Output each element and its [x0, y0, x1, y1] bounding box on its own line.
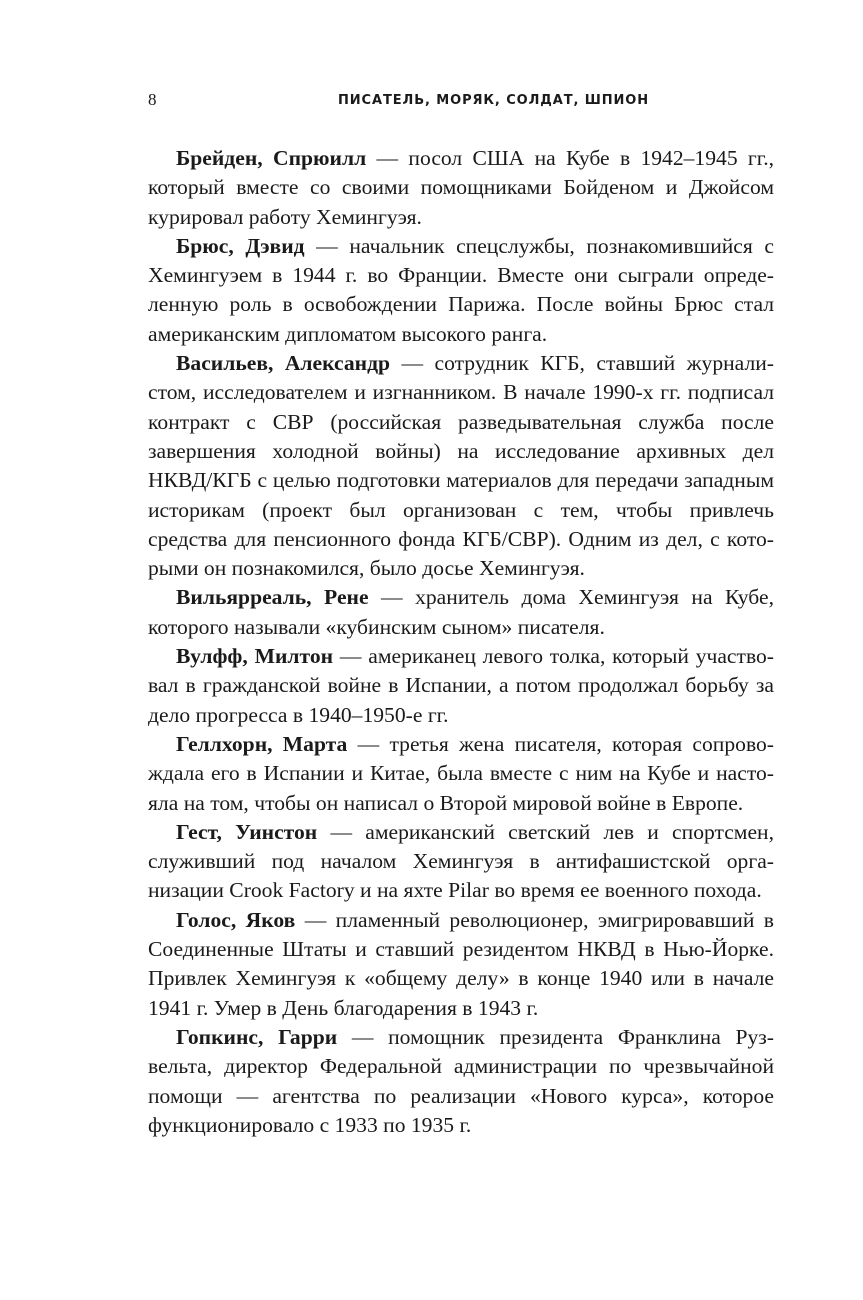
- running-header: [148, 90, 774, 114]
- entry-text: — американский светский лев и спортсмен, служивший под началом Хемингуэя в антифашистской организации Crook Factory и на яхте Pilar во время ее военного похода.: [148, 819, 774, 903]
- entry-text: — посол США на Кубе в 1942–1945 гг., который вместе со своими помощниками Бойденом и Джойсом курировал работу Хемингуэя.: [148, 146, 775, 229]
- running-title: ПИСАТЕЛЬ, МОРЯК, СОЛДАТ, ШПИОН: [338, 93, 650, 108]
- entry-text: — американец левого толка, который участвовал в гражданской войне в Испании, а потом продолжал борьбу за дело прогресса в 1940–1950-е гг.: [148, 644, 774, 727]
- entry-term: Гест, Уинстон: [176, 819, 318, 844]
- entry-braden: [148, 144, 774, 232]
- entry-term: Брюс, Дэвид: [176, 233, 305, 258]
- entry-wolff: [148, 642, 774, 730]
- entry-hopkins: [148, 1023, 774, 1140]
- entry-guest: [148, 818, 774, 906]
- page-number: 8: [148, 90, 157, 109]
- entry-text: — пламенный революционер, эмигрировавший в Соединенные Штаты и ставший резидентом НКВД в Нью-Йорке. Привлек Хемингуэя к «общему делу» в конце 1940 или в начале 1941 г. Умер в День благодарения в 1943 г.: [148, 907, 774, 1020]
- entry-text: — третья жена писателя, которая сопровождала его в Испании и Китае, была вместе с ним на Кубе и настояла на том, чтобы он написал о Второй мировой войне в Европе.: [148, 731, 774, 815]
- entry-term: Голос, Яков: [176, 907, 296, 932]
- entry-text: — хранитель дома Хемингуэя на Кубе, которого называли «кубинским сыном» писателя.: [148, 585, 774, 639]
- entry-term: Гопкинс, Гарри: [176, 1024, 338, 1049]
- entry-villarreal: [148, 583, 774, 642]
- glossary-entries: [148, 144, 774, 1140]
- entry-gellhorn: [148, 730, 774, 818]
- entry-term: Васильев, Александр: [176, 351, 391, 376]
- entry-golos: [148, 906, 774, 1023]
- entry-term: Геллхорн, Марта: [176, 731, 348, 756]
- entry-text: — помощник президента Франклина Рузвельта, директор Федеральной администрации по чрезвычайной помощи — агентства по реализации «Нового курса», которое функционировало с 1933 по 1935 г.: [148, 1024, 774, 1137]
- entry-vassiliev: [148, 349, 774, 583]
- entry-term: Вильярреаль, Рене: [176, 585, 369, 610]
- entry-term: Брейден, Спрюилл: [176, 146, 367, 170]
- entry-bruce: [148, 232, 774, 349]
- entry-term: Вулфф, Милтон: [176, 644, 334, 669]
- entry-text: — сотрудник КГБ, ставший журналистом, исследователем и изгнанником. В начале 1990-х гг. подписал контракт с СВР (российская разведывательная служба после завершения холодной войны) на исследование архивных дел НКВД/КГБ с целью подготовки материалов для передачи западным историкам (проект был организован с тем, чтобы привлечь средства для пенсионного фонда КГБ/СВР). Одним из дел, с которыми он познакомился, было досье Хемингуэя.: [148, 351, 774, 581]
- entry-text: — начальник спецслужбы, познакомившийся с Хемингуэем в 1944 г. во Франции. Вместе они сыграли определенную роль в освобождении Парижа. После войны Брюс стал американским дипломатом высокого ранга.: [148, 233, 774, 346]
